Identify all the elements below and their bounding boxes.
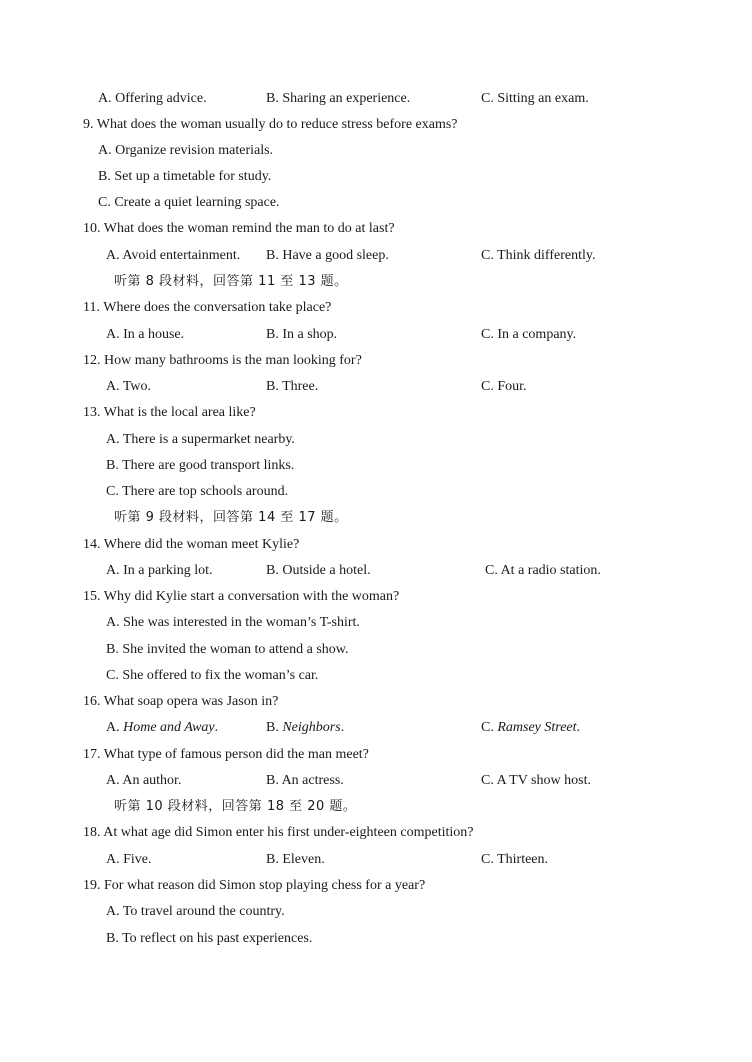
option-text: C. She offered to fix the woman’s car. — [106, 668, 319, 683]
q12-options-row — [0, 377, 752, 397]
option-b: B. In a shop. — [266, 327, 338, 342]
q15-option-b — [0, 640, 752, 660]
option-text: C. Create a quiet learning space. — [98, 195, 280, 210]
question-18 — [0, 823, 752, 843]
option-prefix: C. — [481, 720, 498, 735]
option-text: A. She was interested in the woman’s T-shirt. — [106, 615, 360, 630]
q19-option-b — [0, 929, 752, 949]
option-text: A. Organize revision materials. — [98, 143, 274, 158]
option-text: B. There are good transport links. — [106, 458, 295, 473]
question-text: 14. Where did the woman meet Kylie? — [83, 537, 300, 552]
q17-options-row — [0, 771, 752, 791]
option-c: C. Think differently. — [481, 248, 596, 263]
q18-options-row — [0, 850, 752, 870]
instruction-text: 听第 9 段材料，回答第 14 至 17 题。 — [114, 510, 348, 525]
option-title: Home and Away — [123, 720, 215, 735]
question-17 — [0, 745, 752, 765]
option-b: B. An actress. — [266, 773, 344, 788]
section-instruction-8 — [0, 272, 752, 292]
instruction-text: 听第 10 段材料，回答第 18 至 20 题。 — [114, 799, 357, 814]
question-14 — [0, 535, 752, 555]
option-suffix: . — [214, 720, 219, 735]
option-b: B. Eleven. — [266, 852, 325, 867]
option-a: A. Two. — [106, 379, 152, 394]
option-a: A. In a parking lot. — [106, 563, 213, 578]
q10-options-row — [0, 246, 752, 266]
option-b: B. Three. — [266, 379, 319, 394]
option-a: A. An author. — [106, 773, 182, 788]
option-a: A. Five. — [106, 852, 152, 867]
question-9 — [0, 115, 752, 135]
option-prefix: B. — [266, 720, 283, 735]
option-text: B. She invited the woman to attend a show. — [106, 642, 349, 657]
q9-option-c — [0, 193, 752, 213]
question-16 — [0, 692, 752, 712]
question-11 — [0, 298, 752, 318]
option-text: B. To reflect on his past experiences. — [106, 931, 313, 946]
question-text: 9. What does the woman usually do to reduce stress before exams? — [83, 117, 458, 132]
question-text: 18. At what age did Simon enter his first under-eighteen competition? — [83, 825, 474, 840]
option-c: C. A TV show host. — [481, 773, 591, 788]
q15-option-a — [0, 613, 752, 633]
option-b: B. Outside a hotel. — [266, 563, 371, 578]
option-c — [481, 718, 580, 738]
option-suffix: . — [340, 720, 345, 735]
option-title: Neighbors — [282, 720, 341, 735]
section-instruction-9 — [0, 508, 752, 528]
q9-option-a — [0, 141, 752, 161]
option-a: A. Avoid entertainment. — [106, 248, 241, 263]
question-text: 11. Where does the conversation take place? — [83, 300, 332, 315]
option-b: B. Have a good sleep. — [266, 248, 389, 263]
q14-options-row — [0, 561, 752, 581]
option-prefix: A. — [106, 720, 124, 735]
question-12 — [0, 351, 752, 371]
option-c: C. At a radio station. — [485, 563, 601, 578]
q13-option-c — [0, 482, 752, 502]
q8-options-row — [0, 89, 752, 109]
question-19 — [0, 876, 752, 896]
option-a: A. Offering advice. — [98, 91, 207, 106]
question-text: 17. What type of famous person did the man meet? — [83, 747, 369, 762]
option-text: B. Set up a timetable for study. — [98, 169, 272, 184]
section-instruction-10 — [0, 797, 752, 817]
option-a: A. In a house. — [106, 327, 185, 342]
option-title: Ramsey Street — [497, 720, 577, 735]
q11-options-row — [0, 325, 752, 345]
option-c: C. Thirteen. — [481, 852, 549, 867]
option-a — [106, 718, 218, 738]
q13-option-a — [0, 430, 752, 450]
option-text: C. There are top schools around. — [106, 484, 289, 499]
option-b: B. Sharing an experience. — [266, 91, 411, 106]
option-suffix: . — [576, 720, 581, 735]
option-b — [266, 718, 344, 738]
question-13 — [0, 403, 752, 423]
question-text: 19. For what reason did Simon stop playing chess for a year? — [83, 878, 426, 893]
question-10 — [0, 219, 752, 239]
option-c: C. In a company. — [481, 327, 577, 342]
q19-option-a — [0, 902, 752, 922]
option-text: A. There is a supermarket nearby. — [106, 432, 295, 447]
question-text: 12. How many bathrooms is the man looking for? — [83, 353, 362, 368]
instruction-text: 听第 8 段材料，回答第 11 至 13 题。 — [114, 274, 348, 289]
option-c: C. Sitting an exam. — [481, 91, 589, 106]
q13-option-b — [0, 456, 752, 476]
question-text: 13. What is the local area like? — [83, 405, 256, 420]
question-text: 16. What soap opera was Jason in? — [83, 694, 279, 709]
option-c: C. Four. — [481, 379, 527, 394]
option-text: A. To travel around the country. — [106, 904, 285, 919]
question-15 — [0, 587, 752, 607]
q9-option-b — [0, 167, 752, 187]
q16-options-row — [0, 718, 752, 738]
question-text: 10. What does the woman remind the man to do at last? — [83, 221, 395, 236]
q15-option-c — [0, 666, 752, 686]
question-text: 15. Why did Kylie start a conversation with the woman? — [83, 589, 400, 604]
